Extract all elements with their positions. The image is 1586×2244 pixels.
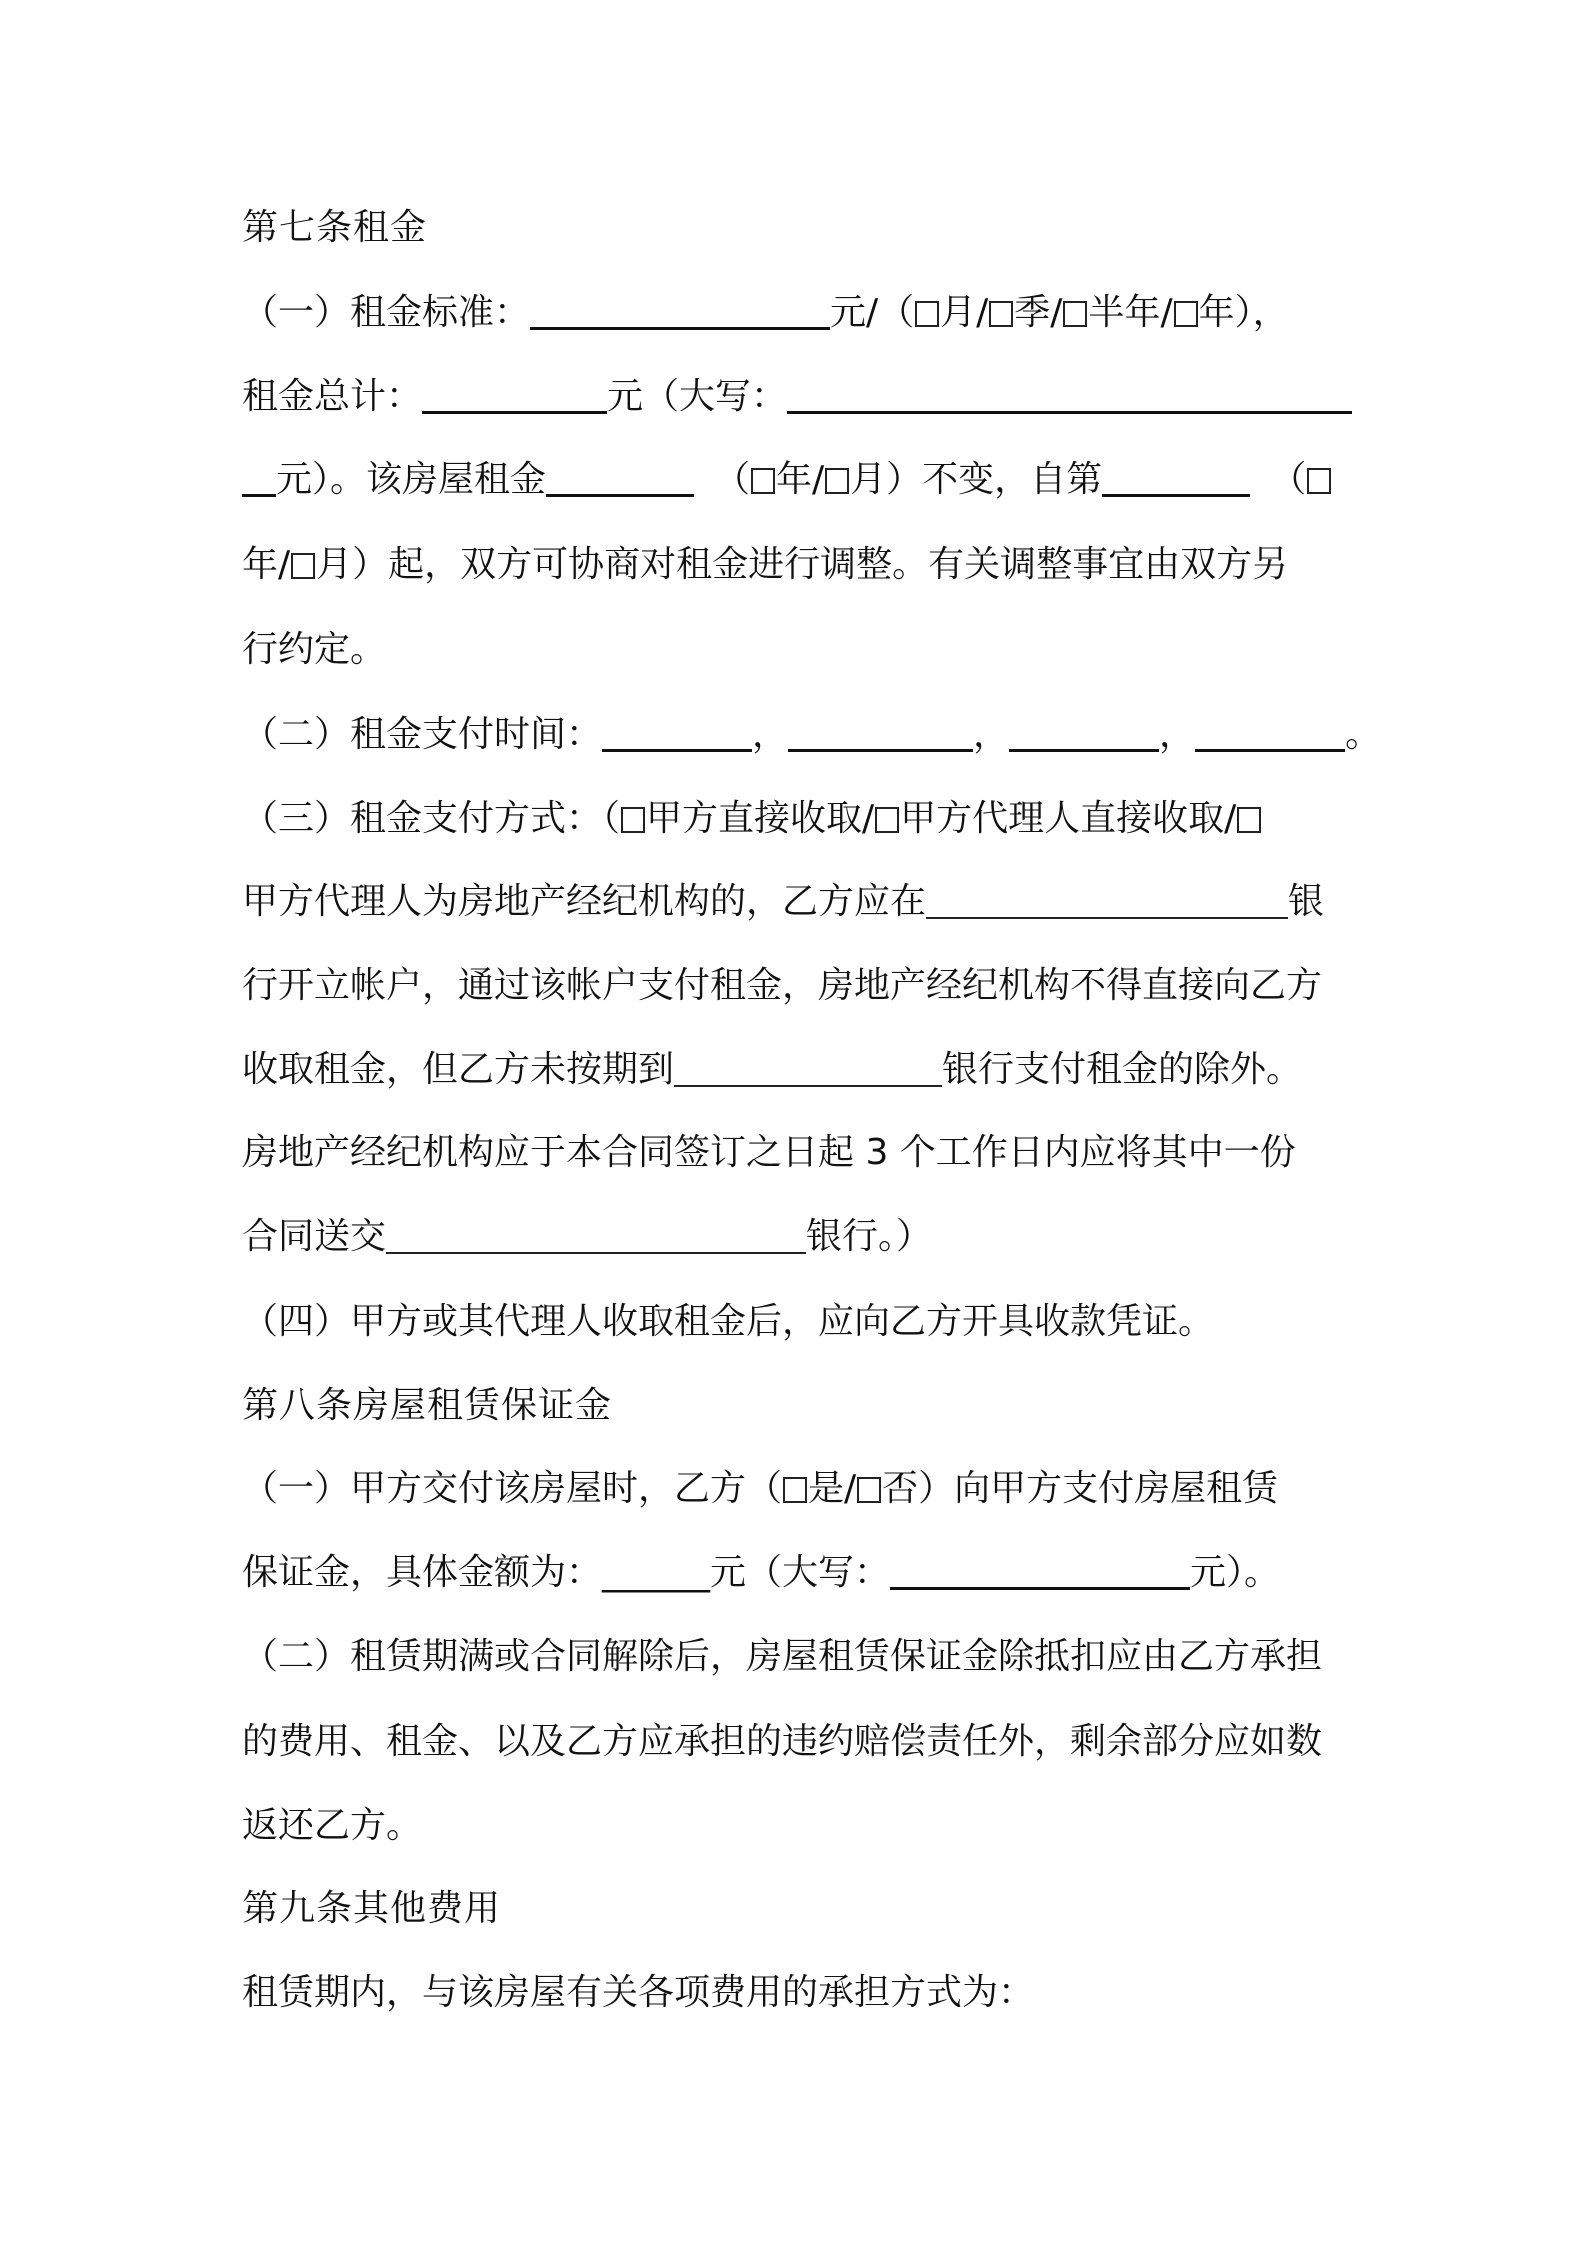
checkbox-half-year[interactable] (1063, 301, 1087, 327)
checkbox-fixed-year[interactable] (751, 468, 775, 494)
rent-pay-method-line-2: 甲方代理人为房地产经纪机构的，乙方应在 银 (242, 872, 1352, 932)
bank-name-blank-1[interactable] (926, 877, 1288, 919)
rent-total-line: 租金总计： 元（大写： (242, 367, 1352, 427)
checkbox-adjust-year[interactable] (1307, 468, 1331, 494)
checkbox-deposit-no[interactable] (857, 1477, 881, 1503)
bank-name-blank-3[interactable] (386, 1212, 806, 1254)
article7-heading: 第七条租金 (242, 207, 428, 248)
checkbox-quarter[interactable] (989, 301, 1013, 327)
checkbox-month[interactable] (915, 301, 939, 327)
deposit-amount-blank[interactable]: ______ (602, 1552, 711, 1593)
deposit-uppercase-blank[interactable] (890, 1547, 1190, 1590)
checkbox-agent-direct[interactable] (875, 807, 899, 833)
bank-name-blank-2[interactable] (674, 1045, 942, 1087)
pay-time-blank-4[interactable] (1195, 709, 1345, 752)
rent-pay-time-line: （二）租金支付时间： ， ， ， 。 (242, 705, 1352, 765)
deposit-return-line-2: 的费用、租金、以及乙方应承担的违约赔偿责任外，剩余部分应如数 (242, 1721, 1323, 1762)
rent-standard-blank[interactable] (530, 287, 830, 330)
checkbox-fixed-month[interactable] (825, 468, 849, 494)
rent-pay-method-line-3: 行开立帐户，通过该帐户支付租金，房地产经纪机构不得直接向乙方 (242, 965, 1323, 1006)
rent-total-blank[interactable] (422, 371, 607, 414)
deposit-return-line-3: 返还乙方。 (242, 1805, 423, 1846)
checkbox-landlord-direct[interactable] (621, 807, 645, 833)
checkbox-agent-agency[interactable] (1237, 807, 1261, 833)
adjust-start-blank[interactable] (1102, 454, 1250, 497)
other-fees-line: 租赁期内，与该房屋有关各项费用的承担方式为： (242, 1972, 1035, 2013)
rent-agree-line: 行约定。 (242, 629, 387, 670)
receipt-clause: （四）甲方或其代理人收取租金后，应向乙方开具收款凭证。 (242, 1301, 1215, 1342)
pay-time-blank-1[interactable] (602, 709, 752, 752)
article8-heading: 第八条房屋租赁保证金 (242, 1385, 613, 1426)
article9-heading: 第九条其他费用 (242, 1888, 502, 1929)
rent-standard-line: （一）租金标准： 元/（ 月/ 季/ 半年/ 年）， (242, 283, 1352, 343)
rent-total-uppercase-blank-cont[interactable] (242, 454, 276, 497)
rent-pay-method-line-5: 房地产经纪机构应于本合同签订之日起 3 个工作日内应将其中一份 (242, 1132, 1296, 1173)
deposit-line-1: （一）甲方交付该房屋时，乙方（ 是/ 否）向甲方支付房屋租赁 (242, 1468, 1279, 1509)
rent-fixed-line: 元）。该房屋租金 （ 年/ 月）不变，自第 （ (242, 450, 1352, 510)
rent-total-uppercase-blank[interactable] (787, 371, 1352, 414)
rent-fixed-period-blank[interactable] (546, 454, 694, 497)
deposit-line-2: 保证金，具体金额为：______元（大写： 元）。 (242, 1543, 1352, 1603)
checkbox-year[interactable] (1174, 301, 1198, 327)
checkbox-deposit-yes[interactable] (783, 1477, 807, 1503)
checkbox-adjust-month[interactable] (291, 553, 315, 579)
pay-time-blank-3[interactable] (1009, 709, 1159, 752)
deposit-return-line-1: （二）租赁期满或合同解除后，房屋租赁保证金除抵扣应由乙方承担 (242, 1636, 1323, 1677)
pay-time-blank-2[interactable] (788, 709, 973, 752)
rent-pay-method-line-4: 收取租金，但乙方未按期到 银行支付租金的除外。 (242, 1040, 1352, 1100)
rent-pay-method-line: （三）租金支付方式：（ 甲方直接收取/ 甲方代理人直接收取/ (242, 789, 1352, 849)
rent-adjust-line: 年/ 月）起，双方可协商对租金进行调整。有关调整事宜由双方另 (242, 544, 1289, 585)
rent-pay-method-line-6: 合同送交 银行。） (242, 1207, 1352, 1267)
